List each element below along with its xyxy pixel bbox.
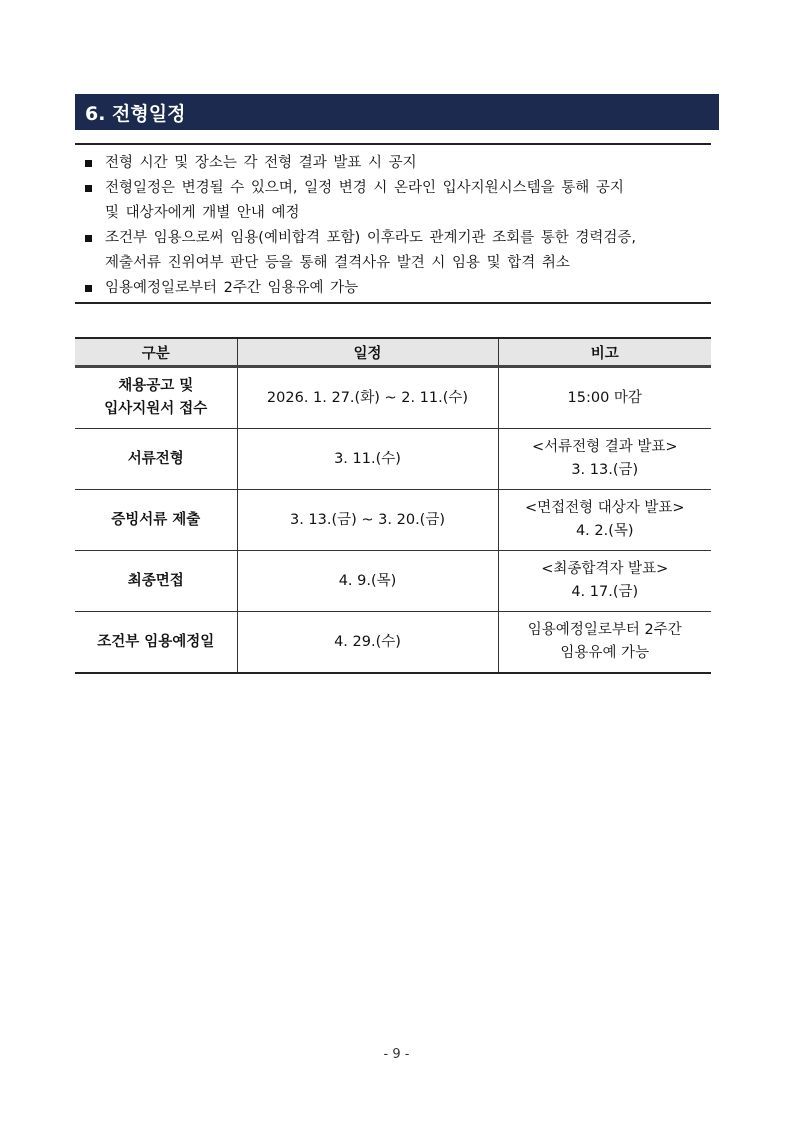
category-cell (75, 490, 237, 551)
schedule-cell (237, 490, 498, 551)
category-text: 조건부 임용예정일 (97, 633, 215, 650)
schedule-text: 4. 29.(수) (334, 633, 401, 650)
notice-line: 및 대상자에게 개별 안내 예정 (105, 205, 300, 221)
category-cell (75, 367, 237, 429)
header-schedule: 일정 (237, 338, 498, 367)
schedule-cell (237, 612, 498, 674)
note-text: <면접전형 대상자 발표> (524, 500, 685, 516)
table-row (75, 429, 711, 490)
schedule-cell (237, 551, 498, 612)
table-row (75, 551, 711, 612)
schedule-cell (237, 367, 498, 429)
notice-line: 전형일정은 변경될 수 있으며, 일정 변경 시 온라인 입사지원시스템을 통해 공지 (105, 180, 624, 196)
note-text: <최종합격자 발표> (541, 561, 669, 577)
table-row (75, 612, 711, 674)
square-bullet-icon (85, 160, 92, 167)
notice-line: 전형 시간 및 장소는 각 전형 결과 발표 시 공지 (105, 155, 417, 171)
table-row (75, 367, 711, 429)
note-text: 4. 17.(금) (571, 584, 639, 600)
note-text: 임용유예 가능 (560, 645, 650, 661)
notice-item (75, 176, 711, 226)
note-text: 15:00 마감 (567, 389, 642, 406)
schedule-text: 2026. 1. 27.(화) ~ 2. 11.(수) (266, 389, 469, 406)
page-number: - 9 - (383, 1047, 410, 1062)
category-text: 입사지원서 접수 (104, 401, 208, 417)
square-bullet-icon (85, 185, 92, 192)
notice-line: 조건부 임용으로써 임용(예비합격 포함) 이후라도 관계기관 조회를 통한 경력검증, (105, 230, 637, 246)
section-header (75, 94, 719, 130)
note-text: <서류전형 결과 발표> (531, 439, 678, 455)
section-title: 6. 전형일정 (85, 102, 186, 125)
note-text: 3. 13.(금) (571, 462, 639, 478)
category-cell (75, 612, 237, 674)
notice-line: 제출서류 진위여부 판단 등을 통해 결격사유 발견 시 임용 및 합격 취소 (105, 255, 570, 271)
notice-item (75, 276, 711, 301)
notice-box (75, 143, 711, 304)
notice-line: 임용예정일로부터 2주간 임용유예 가능 (105, 280, 359, 296)
header-category: 구분 (75, 338, 237, 367)
notice-item (75, 151, 711, 176)
schedule-text: 3. 13.(금) ~ 3. 20.(금) (289, 511, 446, 528)
category-text: 최종면접 (127, 572, 184, 589)
note-cell (498, 429, 711, 490)
note-cell (498, 490, 711, 551)
schedule-table (75, 337, 711, 674)
category-text: 채용공고 및 (118, 378, 194, 394)
note-cell (498, 551, 711, 612)
table-row (75, 490, 711, 551)
square-bullet-icon (85, 235, 92, 242)
note-cell (498, 612, 711, 674)
schedule-cell (237, 429, 498, 490)
category-text: 서류전형 (127, 450, 184, 467)
schedule-text: 3. 11.(수) (334, 450, 401, 467)
note-cell (498, 367, 711, 429)
note-text: 4. 2.(목) (575, 523, 634, 539)
notice-item (75, 226, 711, 276)
category-cell (75, 551, 237, 612)
header-note: 비고 (498, 338, 711, 367)
category-cell (75, 429, 237, 490)
square-bullet-icon (85, 285, 92, 292)
note-text: 임용예정일로부터 2주간 (527, 622, 682, 638)
table-header-row (75, 338, 711, 367)
category-text: 증빙서류 제출 (111, 511, 201, 528)
schedule-text: 4. 9.(목) (338, 572, 397, 589)
